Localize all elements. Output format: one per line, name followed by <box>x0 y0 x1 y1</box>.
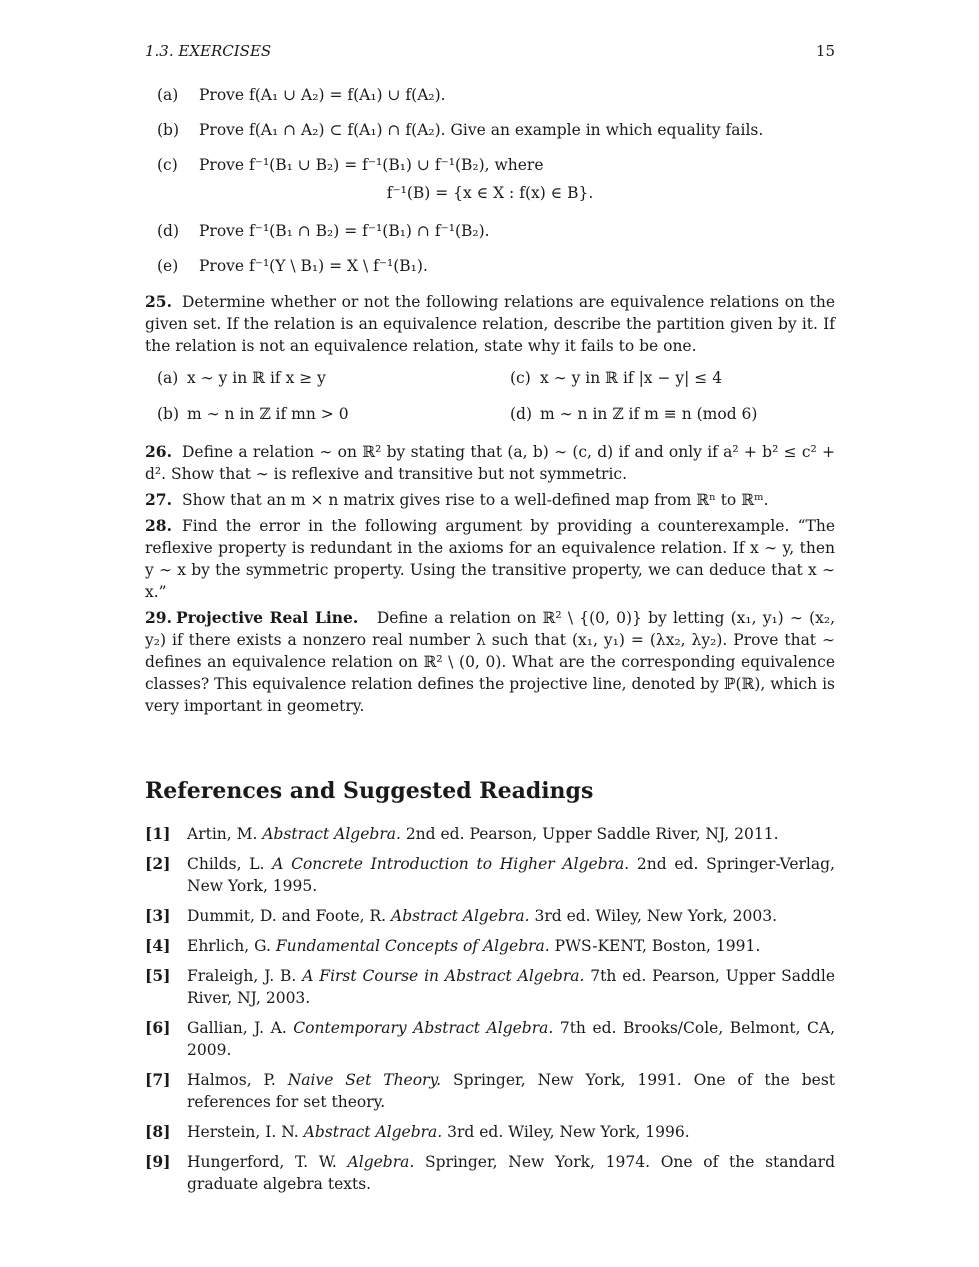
reference-list <box>145 823 835 1195</box>
exercise-29-title: Projective Real Line. <box>175 608 359 627</box>
section-title: 1.3. EXERCISES <box>145 42 272 60</box>
exercise-25-parts <box>157 367 835 425</box>
page-content <box>145 40 835 1203</box>
exercise-25: 25. Determine whether or not the following relations are equivalence relations on the given set. If the relation is an equivalence relation, describe the partition given by it. If the relation is not an equivalence relation, state why it fails to be one. <box>145 292 835 355</box>
references-heading: References and Suggested Readings <box>145 778 594 804</box>
reference-item: [8] Herstein, I. N. Abstract Algebra. 3rd ed. Wiley, New York, 1996. <box>145 1122 690 1141</box>
reference-item: [5] Fraleigh, J. B. A First Course in Abstract Algebra. 7th ed. Pearson, Upper Saddle River, NJ, 2003. <box>145 966 835 1007</box>
display-equation: f⁻¹(B) = {x ∈ X : f(x) ∈ B}. <box>386 184 594 202</box>
part-e: (e) Prove f⁻¹(Y \ B₁) = X \ f⁻¹(B₁). <box>157 257 428 275</box>
running-header <box>145 40 835 62</box>
exercise-29: 29. Projective Real Line. Define a relation on ℝ² \ {(0, 0)} by letting (x₁, y₁) ∼ (x₂, y₂) if there exists a nonzero real number λ such that (x₁, y₁) = (λx₂, λy₂). Prove that ∼ defines an equivalence relation on ℝ² \ (0, 0). What are the corresponding equivalence classes? This equivalence relation defines the projective line, denoted by ℙ(ℝ), which is very important in geometry. <box>145 608 836 715</box>
reference-item: [7] Halmos, P. Naive Set Theory. Springer, New York, 1991. One of the best references for set theory. <box>145 1070 835 1111</box>
reference-item: [6] Gallian, J. A. Contemporary Abstract Algebra. 7th ed. Brooks/Cole, Belmont, CA, 2009. <box>145 1018 835 1059</box>
exercise-24-parts <box>145 84 835 277</box>
part-25d: (d) m ∼ n in ℤ if m ≡ n (mod 6) <box>510 405 758 423</box>
reference-item: [2] Childs, L. A Concrete Introduction to Higher Algebra. 2nd ed. Springer-Verlag, New York, 1995. <box>145 854 835 895</box>
part-a: (a) Prove f(A₁ ∪ A₂) = f(A₁) ∪ f(A₂). <box>157 86 446 104</box>
page-number: 15 <box>815 42 835 60</box>
part-25a: (a) x ∼ y in ℝ if x ≥ y <box>157 369 326 387</box>
reference-item: [1] Artin, M. Abstract Algebra. 2nd ed. Pearson, Upper Saddle River, NJ, 2011. <box>145 824 779 843</box>
reference-item: [3] Dummit, D. and Foote, R. Abstract Algebra. 3rd ed. Wiley, New York, 2003. <box>145 906 778 925</box>
reference-item: [4] Ehrlich, G. Fundamental Concepts of Algebra. PWS-KENT, Boston, 1991. <box>145 936 761 955</box>
part-c: (c) Prove f⁻¹(B₁ ∪ B₂) = f⁻¹(B₁) ∪ f⁻¹(B₂), where <box>157 156 544 174</box>
part-25c: (c) x ∼ y in ℝ if |x − y| ≤ 4 <box>510 369 723 387</box>
reference-item: [9] Hungerford, T. W. Algebra. Springer, New York, 1974. One of the standard graduate algebra texts. <box>145 1152 836 1193</box>
exercise-28: 28. Find the error in the following argument by providing a counterexample. “The reflexive property is redundant in the axioms for an equivalence relation. If x ∼ y, then y ∼ x by the symmetric property. Using the transitive property, we can deduce that x ∼ x.” <box>145 516 835 601</box>
part-25b: (b) m ∼ n in ℤ if mn > 0 <box>157 405 349 423</box>
part-b: (b) Prove f(A₁ ∩ A₂) ⊂ f(A₁) ∩ f(A₂). Give an example in which equality fails. <box>157 121 764 139</box>
part-d: (d) Prove f⁻¹(B₁ ∩ B₂) = f⁻¹(B₁) ∩ f⁻¹(B₂). <box>157 222 490 240</box>
exercise-26: 26. Define a relation ∼ on ℝ² by stating that (a, b) ∼ (c, d) if and only if a² + b² ≤ c² + d². Show that ∼ is reflexive and transitive but not symmetric. <box>145 442 835 483</box>
exercise-27: 27. Show that an m × n matrix gives rise to a well-defined map from ℝⁿ to ℝᵐ. <box>145 490 769 509</box>
